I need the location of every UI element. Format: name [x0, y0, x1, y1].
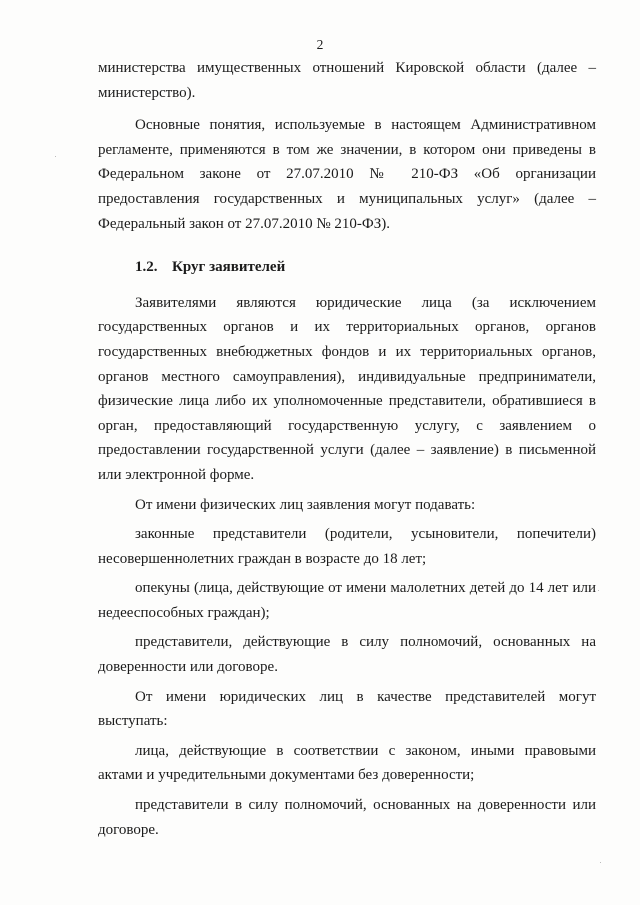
section-number: 1.2.	[135, 259, 158, 276]
guardians-paragraph: опекуны (лица, действующие от имени малолетних детей до 14 лет или недееспособных граждан);	[98, 580, 596, 621]
persons-acting-by-law-paragraph: лица, действующие в соответствии с законом, иными правовыми актами и учредительными документами без доверенности;	[98, 742, 596, 784]
scan-speck	[55, 156, 56, 157]
proxy-representatives-paragraph: представители в силу полномочий, основанных на доверенности или договоре.	[98, 797, 596, 838]
scan-speck	[598, 590, 599, 591]
scan-speck	[600, 862, 601, 863]
legal-representatives-paragraph: законные представители (родители, усыновители, попечители) несовершеннолетних граждан в возрасте до 18 лет;	[98, 526, 596, 567]
section-title: Круг заявителей	[172, 259, 286, 276]
page-number: 2	[316, 37, 324, 52]
concepts-paragraph: Основные понятия, используемые в настоящем Административном регламенте, применяются в том же значении, в котором они приведены в Федеральном законе от 27.07.2010 № 210-ФЗ «Об организации предоставления государственных и муниципальных услуг» (далее – Федеральный закон от 27.07.2010 № 210-ФЗ).	[98, 117, 596, 232]
section-heading	[135, 255, 596, 280]
document-body	[98, 56, 596, 842]
individuals-intro-paragraph: От имени физических лиц заявления могут подавать:	[135, 496, 476, 513]
intro-paragraph: министерства имущественных отношений Кировской области (далее – министерство).	[98, 60, 596, 101]
authorized-representatives-paragraph: представители, действующие в силу полномочий, основанных на доверенности или договоре.	[98, 634, 596, 676]
legal-entities-intro-paragraph: От имени юридических лиц в качестве представителей могут выступать:	[98, 688, 596, 730]
applicants-paragraph: Заявителями являются юридические лица (за исключением государственных органов и их территориальных органов, органов государственных внебюджетных фондов и их территориальных органов, органов местного самоуправления), индивидуальные предприниматели, физические лица либо их уполномоченные представители, обратившиеся в орган, предоставляющий государственную услугу, с заявлением о предоставлении государственной услуги (далее – заявление) в письменной или электронной форме.	[98, 294, 596, 483]
